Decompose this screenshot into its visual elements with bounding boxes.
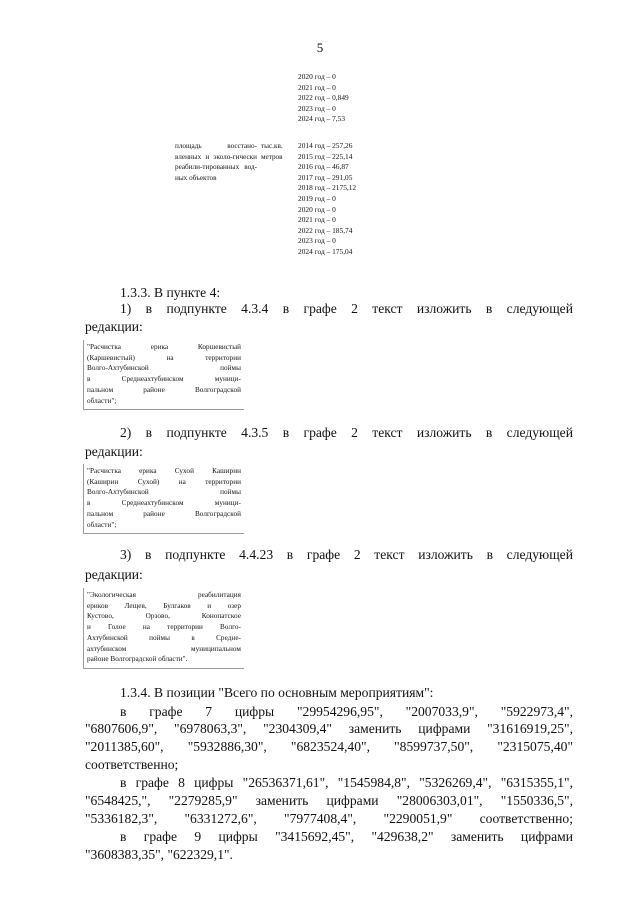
item-2-line-1: 2) в подпункте 4.3.5 в графе 2 текст изложить в следующей	[120, 425, 573, 440]
box-line: ахтубинском муниципальном	[87, 644, 241, 653]
box-line: "Расчистка ерика Сухой Каширин	[87, 467, 241, 475]
year-value: 2024 год – 175,04	[298, 246, 353, 256]
year-value: 2015 год – 225,14	[298, 151, 353, 161]
graph-7-line-2: "6807606,9", "6978063,3", "2304309,4" заменить цифрами "31616919,25",	[85, 721, 573, 736]
box-line: (Каршевистый) на территории	[87, 353, 241, 362]
year-value: 2017 год – 291,05	[298, 172, 353, 182]
item-3-line-1: 3) в подпункте 4.4.23 в графе 2 текст изложить в следующей	[120, 547, 573, 562]
box-line: ериков Лещев, Булгаков и озер	[87, 601, 241, 610]
box-line: в Среднеахтубинском муници-	[87, 499, 241, 508]
year-value: 2023 год – 0	[298, 103, 336, 113]
graph-7-line-1: в графе 7 цифры "29954296,95", "2007033,9", "5922973,4",	[120, 704, 573, 719]
graph-8-line-2: "6548425,", "2279285,9" заменить цифрами "28006303,01", "1550336,5",	[85, 793, 573, 808]
box-line: "Расчистка ерика Коршевистый	[87, 343, 241, 351]
box-line: в Среднеахтубинском муници-	[87, 375, 241, 384]
year-value: 2020 год – 0	[298, 204, 336, 214]
year-value: 2016 год – 46,87	[298, 162, 349, 172]
year-value: 2022 год – 185,74	[298, 225, 353, 235]
replacement-text-box-3	[83, 588, 244, 669]
box-line: области";	[87, 520, 117, 529]
box-line: пальном районе Волгоградской	[87, 509, 241, 518]
item-1-line-2: редакции:	[85, 319, 143, 334]
indicator-unit: тыс.кв. метров	[261, 142, 283, 161]
year-value: 2020 год – 0	[298, 72, 336, 81]
box-line: Волго-Ахтубинской поймы	[87, 488, 241, 497]
graph-8-line-1: в графе 8 цифры "26536371,61", "1545984,8", "5326269,4", "6315355,1",	[120, 775, 573, 790]
year-value: 2023 год – 0	[298, 236, 336, 246]
box-line: Ахтубинской поймы в Средне-	[87, 633, 241, 642]
year-value: 2014 год – 257,26	[298, 141, 353, 150]
year-value: 2021 год – 0	[298, 82, 336, 92]
graph-8-line-3: "5336182,3", "6331272,6", "7977408,4", "2290051,9" соответственно;	[85, 811, 573, 826]
box-line: "Экологическая реабилитация	[87, 591, 241, 599]
box-line: области";	[87, 396, 117, 405]
box-line: и Голое на территории Волго-	[87, 623, 241, 632]
replacement-text-box-1	[83, 340, 244, 410]
year-value: 2018 год – 2175,12	[298, 183, 357, 193]
box-line: Волго-Ахтубинской поймы	[87, 364, 241, 373]
graph-9-line-1: в графе 9 цифры "3415692,45", "429638,2" заменить цифрами	[120, 829, 573, 844]
year-value: 2019 год – 0	[298, 193, 336, 203]
graph-9-line-2: "3608383,35", "622329,1".	[85, 847, 233, 862]
years-list-top	[298, 72, 349, 125]
box-line: районе Волгоградской области".	[87, 655, 188, 664]
item-3-line-2: редакции:	[85, 567, 143, 582]
year-value: 2022 год – 0,849	[298, 93, 349, 103]
replacement-text-box-2	[83, 464, 244, 534]
item-1-line-1: 1) в подпункте 4.3.4 в графе 2 текст изложить в следующей	[120, 301, 573, 316]
year-value: 2024 год – 7,53	[298, 114, 346, 124]
year-value: 2021 год – 0	[298, 215, 336, 225]
section-1-3-3-heading: 1.3.3. В пункте 4:	[120, 285, 221, 300]
graph-7-line-4: соответственно;	[85, 757, 179, 772]
item-2-line-2: редакции:	[85, 444, 143, 459]
graph-7-line-3: "2011385,60", "5932886,30", "6823524,40", "8599737,50", "2315075,40"	[85, 739, 573, 754]
box-line: пальном районе Волгоградской	[87, 385, 241, 394]
box-line: (Каширин Сухой) на территории	[87, 477, 241, 486]
page-number: 5	[316, 40, 324, 55]
indicator-label: площадь восстано-вленных и эколо-гически реабили-тированных вод-ных объектов	[175, 142, 257, 182]
box-line: Кустово, Орзово, Конопатское	[87, 612, 241, 621]
section-1-3-4-heading: 1.3.4. В позиции "Всего по основным мероприятиям":	[120, 685, 434, 700]
years-list-bottom	[298, 141, 356, 258]
